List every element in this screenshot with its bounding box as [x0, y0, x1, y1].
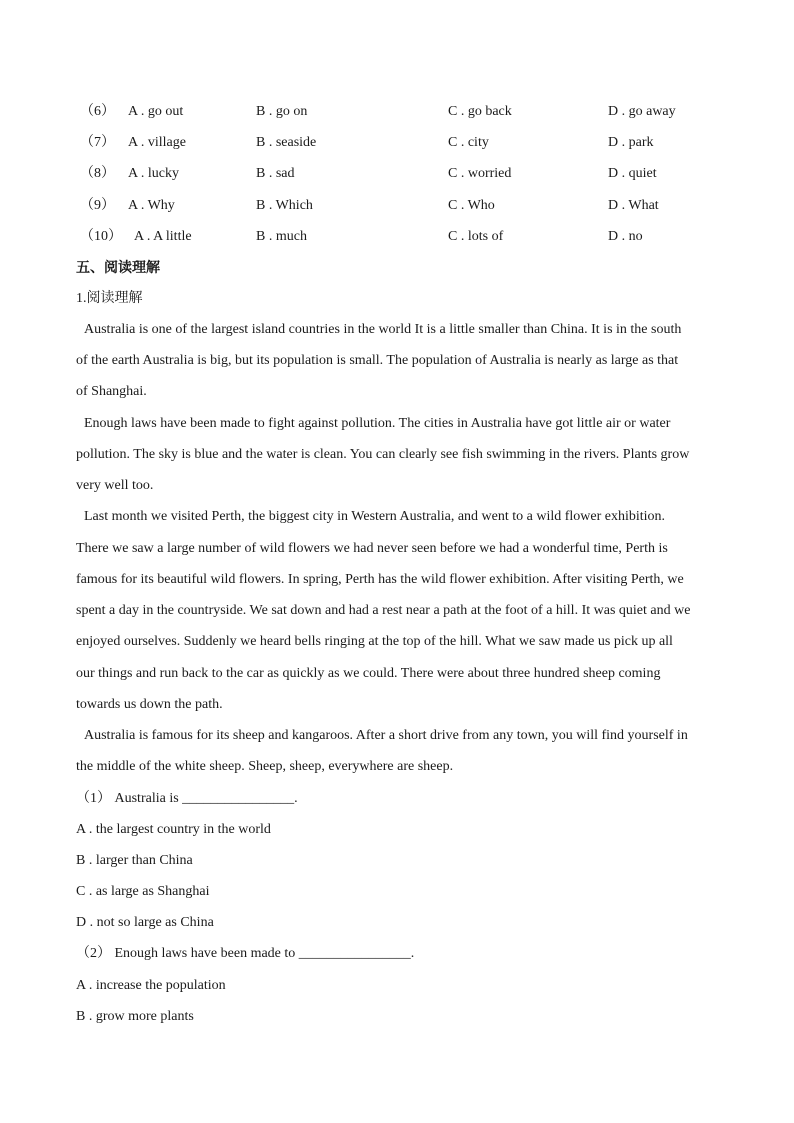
option-row: [76, 196, 736, 216]
option-c: C . go back: [448, 104, 512, 119]
option-row: [76, 133, 736, 153]
passage-line: famous for its beautiful wild flowers. In spring, Perth has the wild flower exhibition. After visiting Perth, we: [76, 572, 684, 587]
question-number: （8）: [80, 166, 115, 181]
option-d: D . go away: [608, 104, 676, 119]
option-d: D . quiet: [608, 166, 657, 181]
passage-line: very well too.: [76, 478, 154, 493]
option-d: D . park: [608, 135, 654, 150]
option-c: C . lots of: [448, 229, 504, 244]
option-c: C . city: [448, 135, 489, 150]
option-d: D . no: [608, 229, 643, 244]
passage-line: Last month we visited Perth, the biggest city in Western Australia, and went to a wild flower exhibition.: [84, 509, 666, 524]
passage-line: Australia is one of the largest island countries in the world It is a little smaller than China. It is in the south: [84, 322, 682, 337]
option-row: [76, 227, 736, 247]
question-number: （7）: [80, 135, 115, 150]
option-a: A . Why: [128, 198, 175, 213]
passage-line: Australia is famous for its sheep and kangaroos. After a short drive from any town, you will find yourself in: [84, 728, 688, 743]
passage-line: pollution. The sky is blue and the water is clean. You can clearly see fish swimming in the rivers. Plants grow: [76, 447, 690, 462]
option-b: B . much: [256, 229, 307, 244]
passage-line: spent a day in the countryside. We sat down and had a rest near a path at the foot of a hill. It was quiet and we: [76, 603, 691, 618]
passage-line: our things and run back to the car as quickly as we could. There were about three hundred sheep coming: [76, 666, 661, 681]
passage-line: enjoyed ourselves. Suddenly we heard bells ringing at the top of the hill. What we saw made us pick up all: [76, 634, 673, 649]
option-b: B . go on: [256, 104, 308, 119]
section-title: 五、阅读理解: [76, 260, 160, 276]
option-b: B . seaside: [256, 135, 317, 150]
option-row: [76, 102, 736, 122]
answer-choice: A . the largest country in the world: [76, 822, 271, 837]
passage-line: Enough laws have been made to fight against pollution. The cities in Australia have got little air or water: [84, 416, 671, 431]
sub-title: 1.阅读理解: [76, 291, 143, 306]
answer-choice: D . not so large as China: [76, 915, 214, 930]
passage-line: towards us down the path.: [76, 697, 223, 712]
question-number: （10）: [80, 229, 122, 244]
answer-choice: A . increase the population: [76, 978, 226, 993]
question-stem: （1） Australia is ________________.: [76, 791, 298, 806]
option-b: B . sad: [256, 166, 295, 181]
option-c: C . Who: [448, 198, 495, 213]
question-stem: （2） Enough laws have been made to ________________.: [76, 946, 415, 961]
option-a: A . go out: [128, 104, 184, 119]
option-a: A . village: [128, 135, 186, 150]
option-d: D . What: [608, 198, 659, 213]
question-number: （6）: [80, 104, 115, 119]
option-a: A . lucky: [128, 166, 179, 181]
option-row: [76, 164, 736, 184]
answer-choice: B . grow more plants: [76, 1009, 194, 1024]
answer-choice: C . as large as Shanghai: [76, 884, 210, 899]
option-c: C . worried: [448, 166, 512, 181]
passage-line: of Shanghai.: [76, 384, 147, 399]
passage-line: There we saw a large number of wild flowers we had never seen before we had a wonderful time, Perth is: [76, 541, 668, 556]
option-a: A . A little: [134, 229, 192, 244]
passage-line: of the earth Australia is big, but its population is small. The population of Australia is nearly as large as that: [76, 353, 679, 368]
question-number: （9）: [80, 198, 115, 213]
answer-choice: B . larger than China: [76, 853, 193, 868]
passage-line: the middle of the white sheep. Sheep, sheep, everywhere are sheep.: [76, 759, 454, 774]
option-b: B . Which: [256, 198, 313, 213]
